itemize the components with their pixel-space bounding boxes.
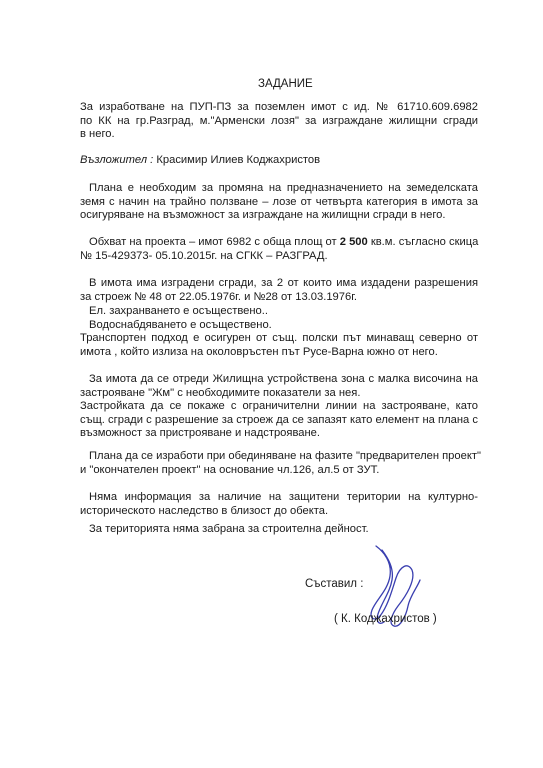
paragraph-line: имота , който излиза на околовръстен път Русе-Варна южно от него. xyxy=(80,345,438,358)
paragraph-utilities xyxy=(80,305,478,359)
paragraph-line: Плана да се изработи при обединяване на фазите "предварителен проект" xyxy=(89,450,481,462)
scope-area: 2 500 xyxy=(339,236,368,248)
paragraph-line: Плана е необходим за промяна на предназначението на земеделската xyxy=(89,182,478,194)
paragraph-line xyxy=(80,236,478,250)
paragraph-necessity xyxy=(80,182,478,223)
paragraph-line: за строеж № 48 от 22.05.1976г. и №28 от 13.03.1976г. xyxy=(80,290,358,303)
paragraph-line: историческото наследство в близост до обекта. xyxy=(80,504,329,517)
paragraph-line: Ел. захранването е осъществено.. xyxy=(89,305,268,317)
scope-text: кв.м. съгласно скица xyxy=(367,236,479,248)
paragraph-line: Няма информация за наличие на защитени територии на културно- xyxy=(89,491,478,503)
scope-text: Обхват на проекта – имот 6982 с обща площ от xyxy=(89,236,340,248)
paragraph-restriction: За територията няма забрана за строителна дейност. xyxy=(89,523,369,535)
paragraph-line: застрояване "Жм" с необходимите показатели за нея. xyxy=(80,386,361,399)
paragraph-line: В имота има изградени сгради, за 2 от които има издадени разрешения xyxy=(89,277,478,289)
paragraph-phases xyxy=(80,450,481,477)
paragraph-line: За имота да се отреди Жилищна устройствена зона с малка височина на xyxy=(89,373,478,385)
paragraph-scope xyxy=(80,236,478,263)
paragraph-line: земя с начин на трайно ползване – лозе от четвърта категория в имота за xyxy=(80,195,478,208)
paragraph-line: Застройката да се покаже с ограничителни линии на застрояване, като xyxy=(80,400,478,412)
assignor-label: Възложител : xyxy=(80,154,157,166)
compiled-by-label: Съставил : xyxy=(305,578,364,590)
assignor-line xyxy=(80,154,320,168)
assignor-name: Красимир Илиев Коджахристов xyxy=(156,154,321,166)
purpose-line: по КК на гр.Разград, м."Арменски лозя" за изграждане жилищни сгради xyxy=(80,114,478,127)
paragraph-line: същ. сгради с разрешение за строеж да се запазят като елемент на плана с xyxy=(80,413,478,426)
purpose-paragraph xyxy=(80,101,478,142)
purpose-line: За изработване на ПУП-ПЗ за поземлен имот с ид. № 61710.609.6982 xyxy=(80,101,478,113)
paragraph-line: и "окончателен проект" на основание чл.126, ал.5 от ЗУТ. xyxy=(80,463,380,476)
paragraph-line: Водоснабдяването е осъществено. xyxy=(89,318,272,331)
paragraph-line: осигуряване на възможност за изграждане на жилищни сгради в него. xyxy=(80,209,446,221)
paragraph-zone xyxy=(80,373,478,441)
purpose-line: в него. xyxy=(80,128,115,140)
paragraph-line: Транспортен подход е осигурен от същ. полски път минаващ северно от xyxy=(80,332,478,344)
paragraph-buildings xyxy=(80,277,478,304)
paragraph-line: възможност за пристрояване и надстрояване. xyxy=(80,427,321,439)
paragraph-heritage xyxy=(80,491,478,518)
paragraph-line: № 15-429373- 05.10.2015г. на СГКК – РАЗГРАД. xyxy=(80,249,328,262)
compiled-by-name: ( К. Коджахристов ) xyxy=(334,613,437,625)
document-title: ЗАДАНИЕ xyxy=(258,78,313,90)
